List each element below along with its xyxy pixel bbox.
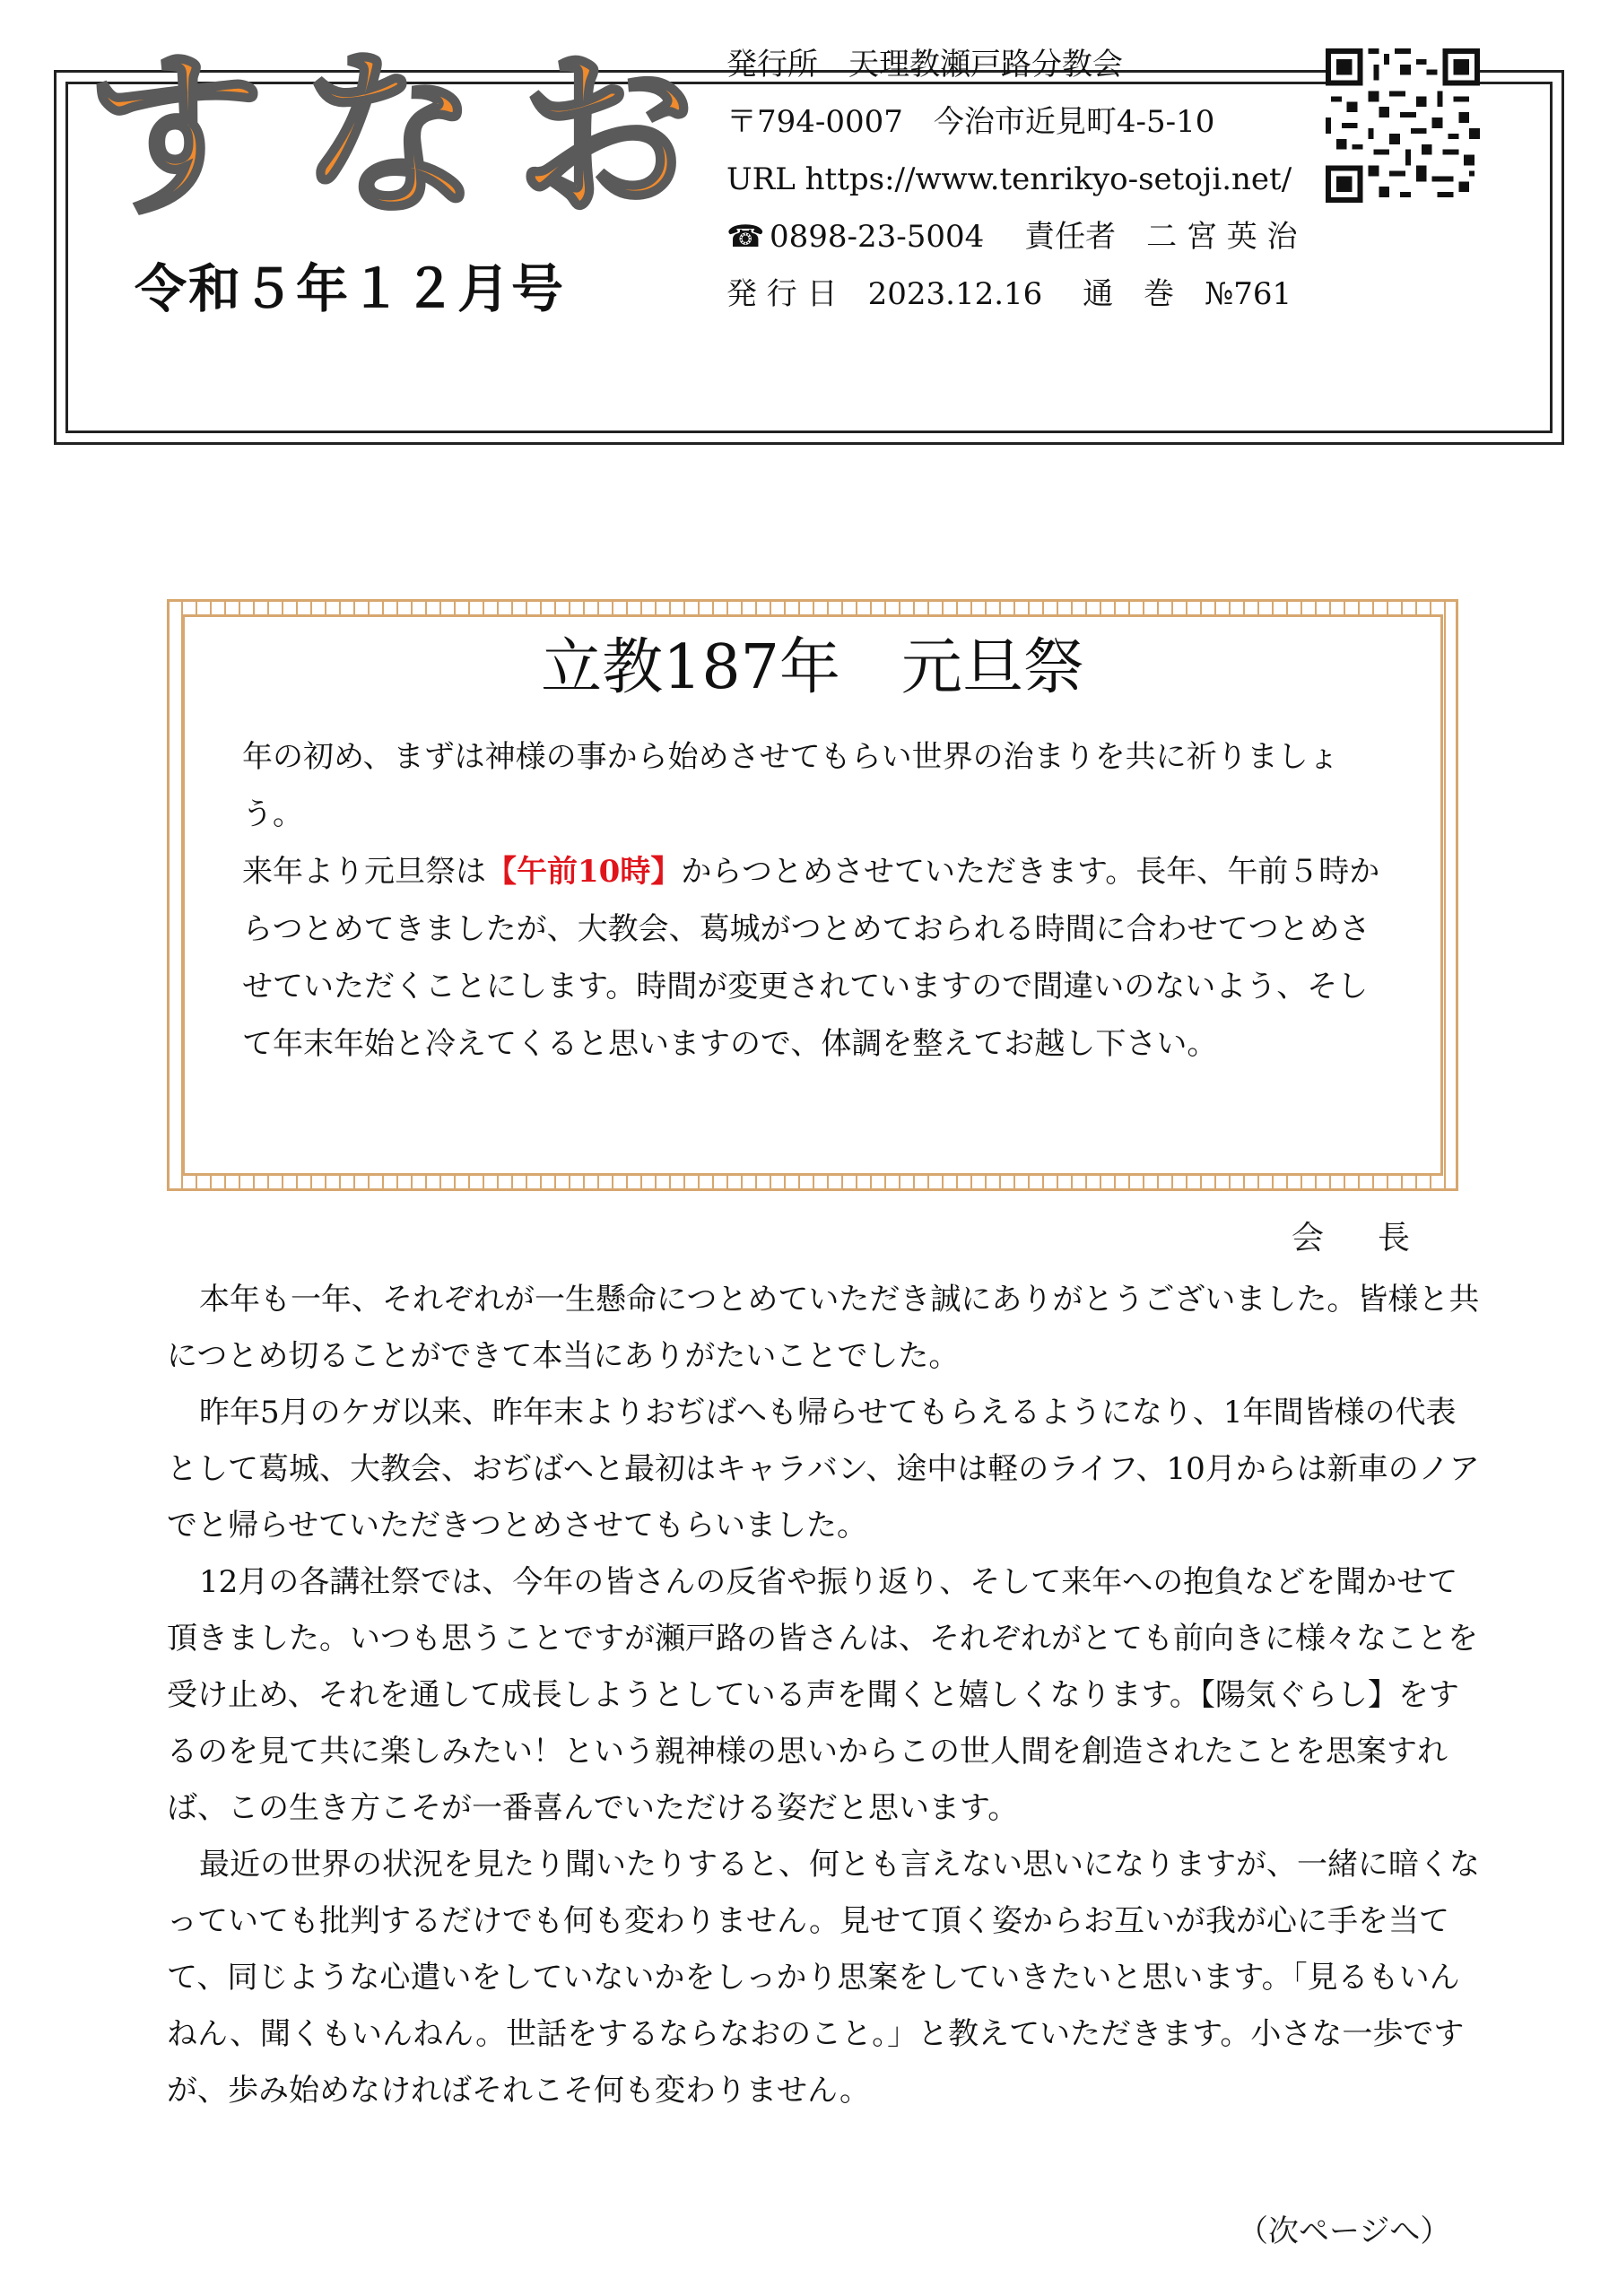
message-paragraph: 最近の世界の状況を見たり聞いたりすると、何とも言えない思いになりますが、一緒に暗くなっていても批判するだけでも何も変わりません。見せて頂く姿からお互いが我が心に手を当てて、同じような心遣いをしていないかをしっかり思案をしていきたいと思います。「見るもいんねん、聞くもいんねん。世話をするならなおのこと。」と教えていただきます。小さな一歩ですが、歩み始めなければそれこそ何も変わりません。 [167,1847,1480,2109]
signature: 会長 [1292,1220,1465,1257]
notice-paragraph: 年の初め、まずは神様の事から始めさせてもらい世界の治まりを共に祈りましょう。 [242,739,1339,832]
website-url[interactable]: URL https://www.tenrikyo-setoji.net/ [726,161,1292,197]
notice-paragraph-time: 来年より元旦祭は【午前10時】からつとめさせていただきます。長年、午前５時からつとめてきましたが、大教会、葛城がつとめておられる時間に合わせてつとめさせていただくことにします。時間が変更されていますので間違いのないよう、そして年末年始と冷えてくると思いますので、体調を整えてお越し下さい。 [242,854,1380,1062]
phone-icon: ☎ [726,219,765,255]
publisher-info [726,36,1408,323]
message-body [167,1272,1485,2119]
message-paragraph: 昨年5月のケガ以来、昨年末よりおぢばへも帰らせてもらえるようになり、1年間皆様の代表として葛城、大教会、おぢばへと最初はキャラバン、途中は軽のライフ、10月からは新車のノアでと帰らせていただきつとめさせてもらいました。 [167,1395,1480,1544]
address: 〒794-0007 今治市近見町4-5-10 [726,104,1215,140]
phone-line [726,208,1408,265]
notice-title: 立教187年 元旦祭 [541,632,1084,703]
issue-date-line: 発 行 日 2023.12.16 通 巻 №761 [726,276,1292,312]
phone-and-editor: 0898-23-5004 責任者 二 宮 英 治 [770,219,1298,255]
publisher: 発行所 天理教瀬戸路分教会 [726,47,1123,83]
qr-code[interactable] [1326,48,1480,203]
time-highlight: 【午前10時】 [486,854,682,890]
newsletter-logo: すなお [85,32,732,241]
message-paragraph: 12月の各講社祭では、今年の皆さんの反省や振り返り、そして来年への抱負などを聞かせて頂きました。いつも思うことですが瀬戸路の皆さんは、それぞれがとても前向きに様々なことを受け止め、それを通して成長しようとしている声を聞くと嬉しくなります。【陽気ぐらし】をするのを見て共に楽しみたい！という親神様の思いからこの世人間を創造されたことを思案すれば、この生き方こそが一番喜んでいただける姿だと思います。 [167,1564,1478,1826]
notice-body [242,728,1390,1073]
continued-label: （次ページへ） [1238,2213,1451,2249]
message-paragraph: 本年も一年、それぞれが一生懸命につとめていただき誠にありがとうございました。皆様と共につとめ切ることができて本当にありがたいことでした。 [167,1282,1480,1374]
issue-month: 令和５年１２月号 [135,258,566,319]
